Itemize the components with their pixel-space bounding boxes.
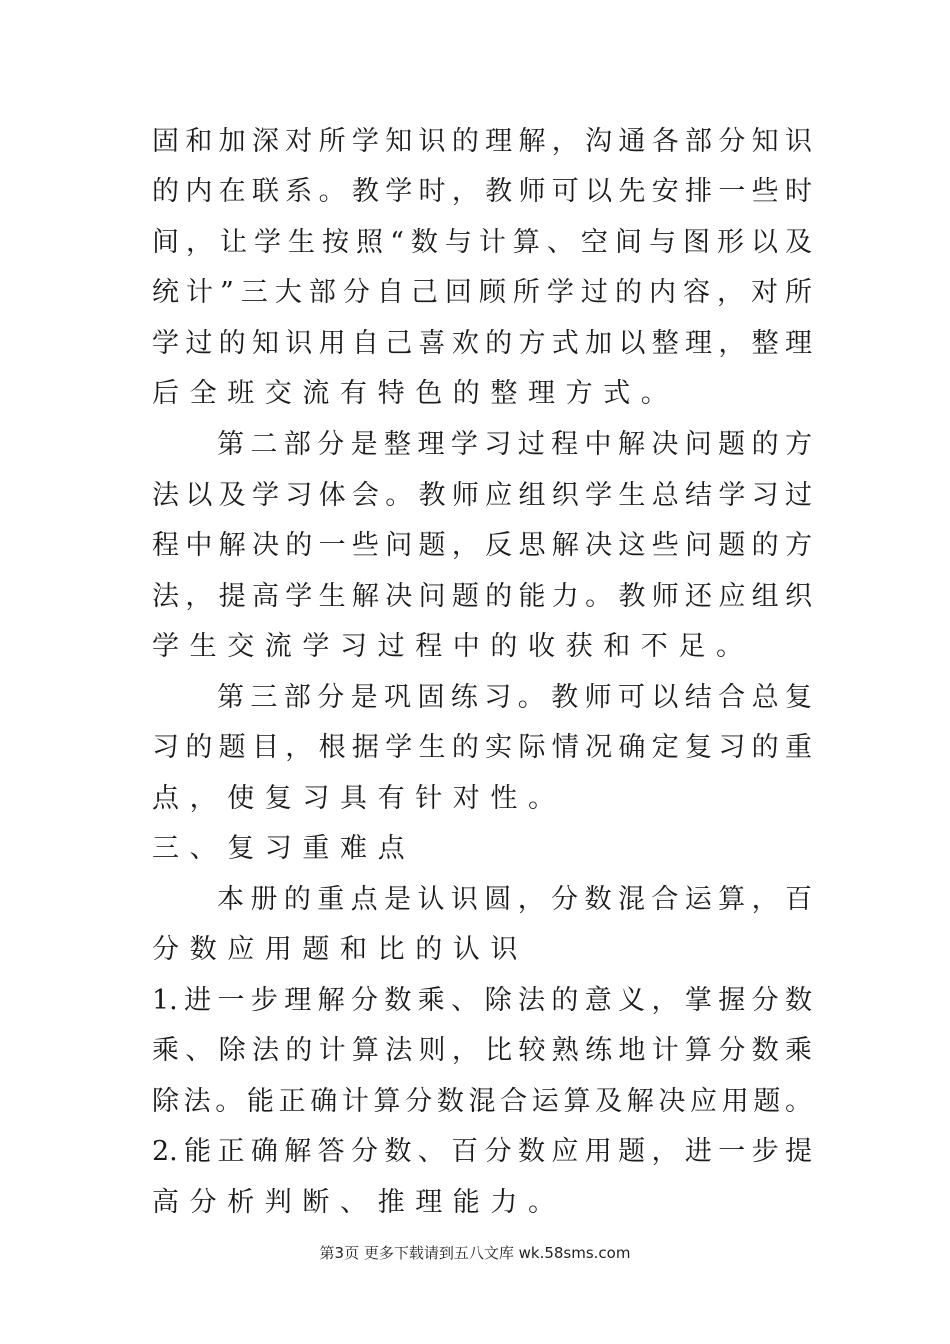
- section-heading: 三、复习重难点: [152, 833, 416, 864]
- text-line: 习的题目，根据学生的实际情况确定复习的重: [152, 732, 812, 763]
- text-line: 学过的知识用自己喜欢的方式加以整理，整理: [152, 328, 812, 359]
- text-line: 第三部分是巩固练习。教师可以结合总复: [217, 682, 812, 713]
- list-item-line: 2.能正确解答分数、百分数应用题，进一步提: [152, 1136, 812, 1167]
- list-item-line: 高分析判断、推理能力。: [152, 1187, 566, 1218]
- text-line: 后全班交流有特色的整理方式。: [152, 378, 679, 409]
- text-line: 的内在联系。教学时，教师可以先安排一些时: [152, 176, 812, 207]
- text-line: 本册的重点是认识圆，分数混合运算，百: [217, 884, 812, 915]
- text-line: 程中解决的一些问题，反思解决这些问题的方: [152, 530, 812, 561]
- text-line: 第二部分是整理学习过程中解决问题的方: [217, 429, 812, 460]
- text-line: 间，让学生按照“数与计算、空间与图形以及: [152, 227, 812, 258]
- text-line: 统计”三大部分自己回顾所学过的内容，对所: [152, 277, 812, 308]
- list-item-line: 1.进一步理解分数乘、除法的意义，掌握分数: [152, 985, 812, 1016]
- list-item-line: 除法。能正确计算分数混合运算及解决应用题。: [152, 1086, 812, 1117]
- text-line: 法以及学习体会。教师应组织学生总结学习过: [152, 480, 812, 511]
- text-line: 固和加深对所学知识的理解，沟通各部分知识: [152, 126, 812, 157]
- page-footer: 第3页 更多下载请到五八文库 wk.58sms.com: [319, 1244, 631, 1262]
- text-line: 点，使复习具有针对性。: [152, 783, 566, 814]
- text-line: 法，提高学生解决问题的能力。教师还应组织: [152, 581, 812, 612]
- list-item-line: 乘、除法的计算法则，比较熟练地计算分数乘: [152, 1035, 812, 1066]
- text-line: 分数应用题和比的认识: [152, 934, 528, 965]
- text-line: 学生交流学习过程中的收获和不足。: [152, 631, 754, 662]
